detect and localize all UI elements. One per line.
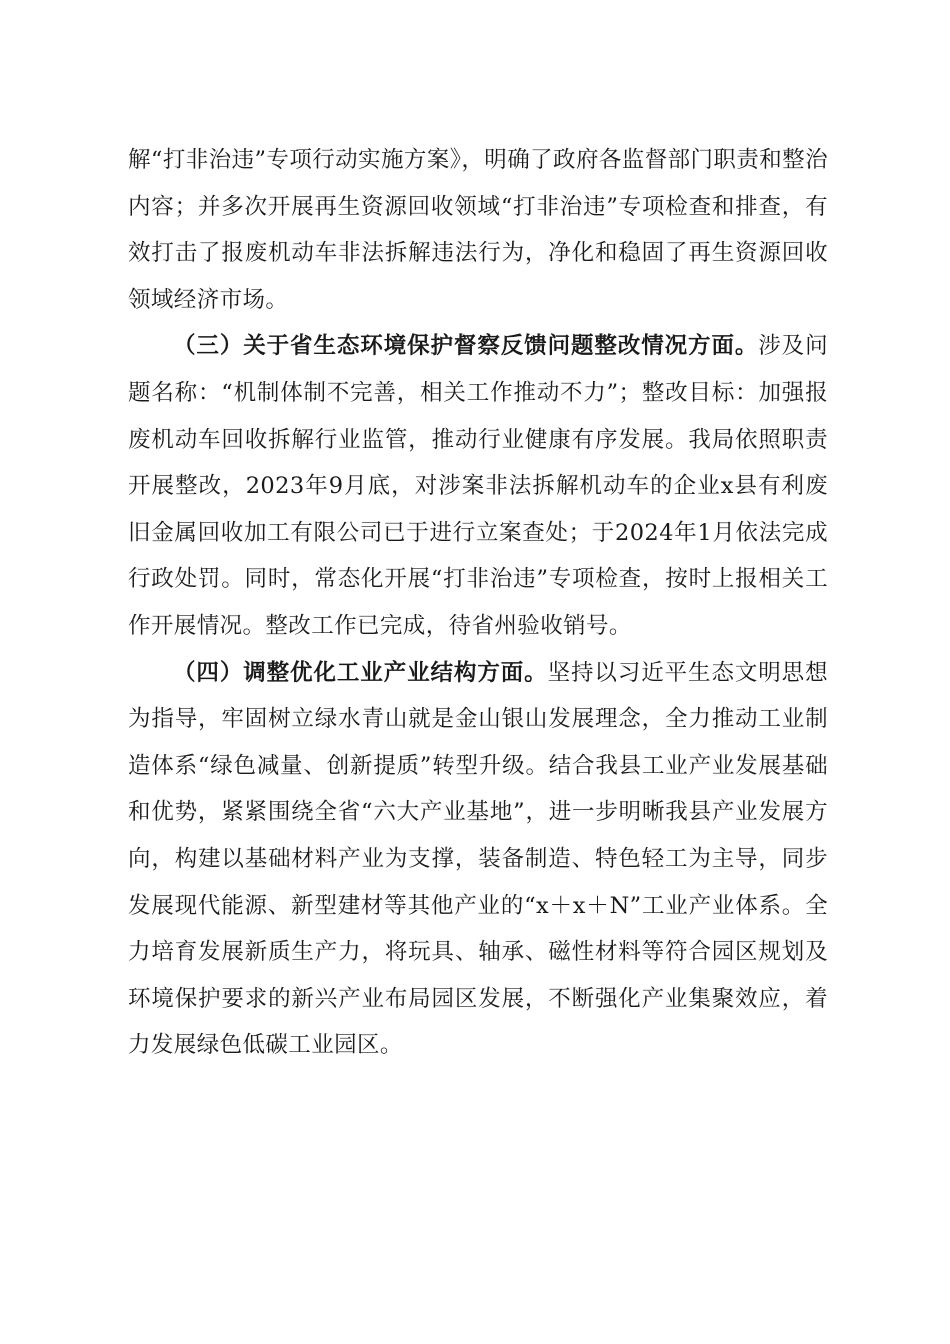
- section-3-heading: （三）关于省生态环境保护督察反馈问题整改情况方面。: [173, 333, 759, 360]
- section-4-heading: （四）调整优化工业产业结构方面。: [173, 659, 548, 686]
- paragraph-section-3: [128, 323, 828, 649]
- paragraph-section-4: [128, 650, 828, 1069]
- section-3-text: 涉及问题名称：“机制体制不完善，相关工作推动不力”；整改目标：加强报废机动车回收拆解行业监管，推动行业健康有序发展。我局依照职责开展整改，2023年9月底，对涉案非法拆解机动车的企业x县有利废旧金属回收加工有限公司已于进行立案查处；于2024年1月依法完成行政处罚。同时，常态化开展“打非治违”专项检查，按时上报相关工作开展情况。整改工作已完成，待省州验收销号。: [128, 333, 828, 639]
- section-4-text: 坚持以习近平生态文明思想为指导，牢固树立绿水青山就是金山银山发展理念，全力推动工业制造体系“绿色减量、创新提质”转型升级。结合我县工业产业发展基础和优势，紧紧围绕全省“六大产业基地”，进一步明晰我县产业发展方向，构建以基础材料产业为支撑，装备制造、特色轻工为主导，同步发展现代能源、新型建材等其他产业的“x＋x＋N”工业产业体系。全力培育发展新质生产力，将玩具、轴承、磁性材料等符合园区规划及环境保护要求的新兴产业布局园区发展，不断强化产业集聚效应，着力发展绿色低碳工业园区。: [128, 659, 828, 1059]
- paragraph-continuation: [128, 137, 828, 323]
- paragraph-continuation-text: 解“打非治违”专项行动实施方案》，明确了政府各监督部门职责和整治内容；并多次开展再生资源回收领域“打非治违”专项检查和排查，有效打击了报废机动车非法拆解违法行为，净化和稳固了再生资源回收领域经济市场。: [128, 147, 828, 313]
- document-body: [128, 137, 828, 1069]
